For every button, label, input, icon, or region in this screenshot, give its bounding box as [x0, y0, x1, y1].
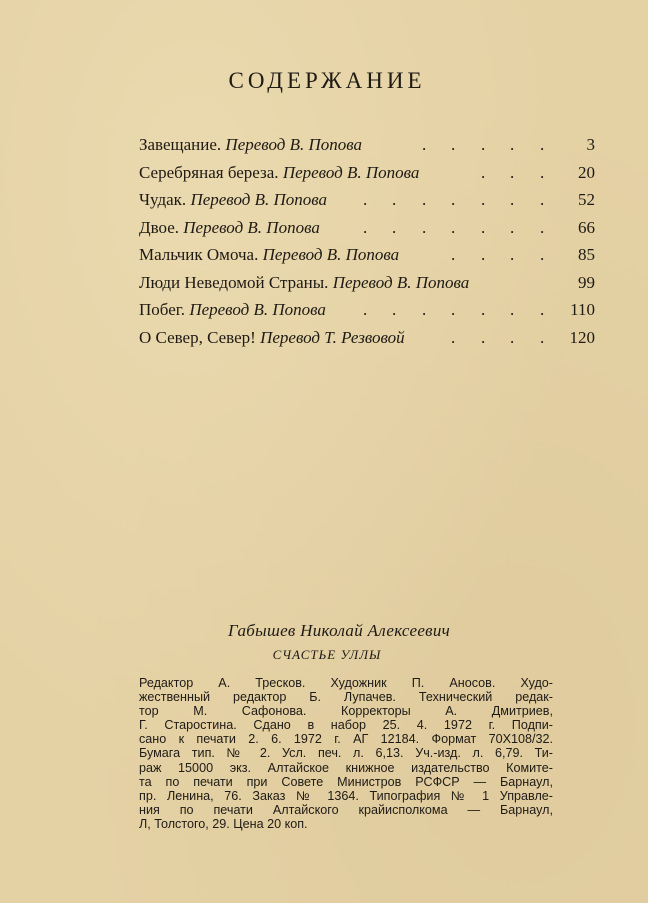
leader-dot: .	[363, 300, 368, 319]
toc-entry-text	[139, 296, 326, 324]
leader-dot: .	[540, 217, 545, 237]
translator-credit: Перевод В. Попова	[183, 217, 320, 237]
page-number: 3	[586, 135, 595, 154]
translator-credit: Перевод В. Попова	[225, 135, 362, 154]
leader-dot: .	[422, 190, 427, 209]
leader-dot: .	[363, 217, 368, 237]
page-number: 66	[578, 217, 595, 237]
toc-entry-text	[139, 186, 327, 214]
toc-entry-text	[139, 241, 399, 269]
story-title: Завещание.	[139, 135, 222, 154]
translator-credit: Перевод В. Попова	[190, 190, 328, 209]
story-title: Чудак.	[139, 190, 187, 209]
page-number: 99	[578, 272, 595, 292]
story-title: Мальчик Омоча.	[139, 245, 259, 264]
leader-dot: .	[451, 135, 456, 154]
leader-dot: .	[481, 190, 486, 209]
leader-dot: .	[481, 217, 486, 237]
toc-entry-text	[139, 214, 320, 242]
imprint-line: ния по печати Алтайского крайисполкома — Барнаул,	[139, 802, 553, 817]
page-number: 20	[578, 162, 595, 182]
leader-dot: .	[451, 190, 456, 209]
toc-entry-text	[139, 324, 405, 352]
leader-dot: .	[540, 245, 545, 264]
toc-entry	[139, 269, 595, 297]
story-title: Серебряная береза.	[139, 162, 279, 182]
leader-dot: .	[451, 217, 456, 237]
leader-dot: .	[451, 300, 456, 319]
toc-entry	[139, 159, 595, 187]
leader-dot: .	[422, 135, 427, 154]
toc-entry	[139, 324, 595, 352]
imprint-line: раж 15000 экз. Алтайское книжное издательство Комите-	[139, 760, 553, 775]
translator-credit: Перевод В. Попова	[332, 272, 470, 292]
toc-entry	[139, 214, 595, 242]
leader-dot: .	[510, 245, 515, 264]
imprint-block	[139, 676, 553, 831]
page-number: 110	[570, 300, 595, 319]
author-name: Габышев Николай Алексеевич	[227, 621, 451, 640]
toc-entry	[139, 241, 595, 269]
leader-dot: .	[540, 135, 545, 154]
leader-dot: .	[392, 190, 397, 209]
leader-dot: .	[510, 162, 515, 182]
imprint-line: жественный редактор Б. Лупачев. Технический редак-	[139, 690, 553, 705]
leader-dot: .	[481, 327, 486, 347]
leader-dot: .	[363, 190, 368, 209]
table-of-contents	[139, 131, 595, 351]
leader-dot: .	[510, 190, 515, 209]
imprint-line: сано к печати 2. 6. 1972 г. АГ 12184. Формат 70Х108/32.	[139, 732, 553, 747]
leader-dot: .	[540, 162, 545, 182]
leader-dot: .	[392, 300, 397, 319]
toc-entry	[139, 131, 595, 159]
page-number: 120	[569, 327, 595, 347]
leader-dot: .	[481, 245, 486, 264]
leader-dot: .	[422, 300, 427, 319]
leader-dot: .	[481, 135, 486, 154]
leader-dot: .	[540, 190, 545, 209]
leader-dot: .	[510, 327, 515, 347]
leader-dot: .	[451, 327, 456, 347]
leader-dot: .	[481, 300, 486, 319]
leader-dot: .	[510, 135, 515, 154]
story-title: О Север, Север!	[139, 327, 256, 347]
toc-entry	[139, 296, 595, 324]
leader-dot: .	[510, 217, 515, 237]
translator-credit: Перевод В. Попова	[282, 162, 420, 182]
imprint-line: Редактор А. Тресков. Художник П. Аносов. Худо-	[139, 676, 553, 690]
translator-credit: Перевод Т. Резвовой	[260, 327, 405, 347]
imprint-line: Бумага тип. № 2. Усл. печ. л. 6,13. Уч.-изд. л. 6,79. Ти-	[139, 746, 553, 761]
imprint-line: та по печати при Совете Министров РСФСР — Барнаул,	[139, 774, 553, 789]
story-title: Люди Неведомой Страны.	[139, 272, 329, 292]
leader-dot: .	[481, 162, 486, 182]
imprint-line: Л, Толстого, 29. Цена 20 коп.	[139, 816, 308, 831]
leader-dot: .	[540, 300, 545, 319]
toc-entry-text	[139, 131, 362, 159]
toc-entry	[139, 186, 595, 214]
story-title: Побег.	[139, 300, 186, 319]
imprint-line: тор М. Сафонова. Корректоры А. Дмитриев,	[139, 704, 553, 719]
leader-dot: .	[451, 245, 456, 264]
page-number: 85	[578, 245, 595, 264]
translator-credit: Перевод В. Попова	[262, 245, 400, 264]
leader-dot: .	[540, 327, 545, 347]
leader-dot: .	[422, 217, 427, 237]
book-title: СЧАСТЬЕ УЛЛЫ	[272, 647, 382, 662]
leader-dot: .	[510, 300, 515, 319]
leader-dot: .	[392, 217, 397, 237]
toc-entry-text	[139, 159, 419, 187]
page-number: 52	[578, 190, 595, 209]
imprint-line: пр. Ленина, 76. Заказ № 1364. Типография № 1 Управле-	[139, 788, 553, 803]
imprint-line: Г. Старостина. Сдано в набор 25. 4. 1972 г. Подпи-	[139, 718, 553, 733]
toc-entry-text	[139, 269, 469, 297]
translator-credit: Перевод В. Попова	[189, 300, 326, 319]
toc-heading: СОДЕРЖАНИЕ	[228, 68, 426, 93]
story-title: Двое.	[139, 217, 180, 237]
